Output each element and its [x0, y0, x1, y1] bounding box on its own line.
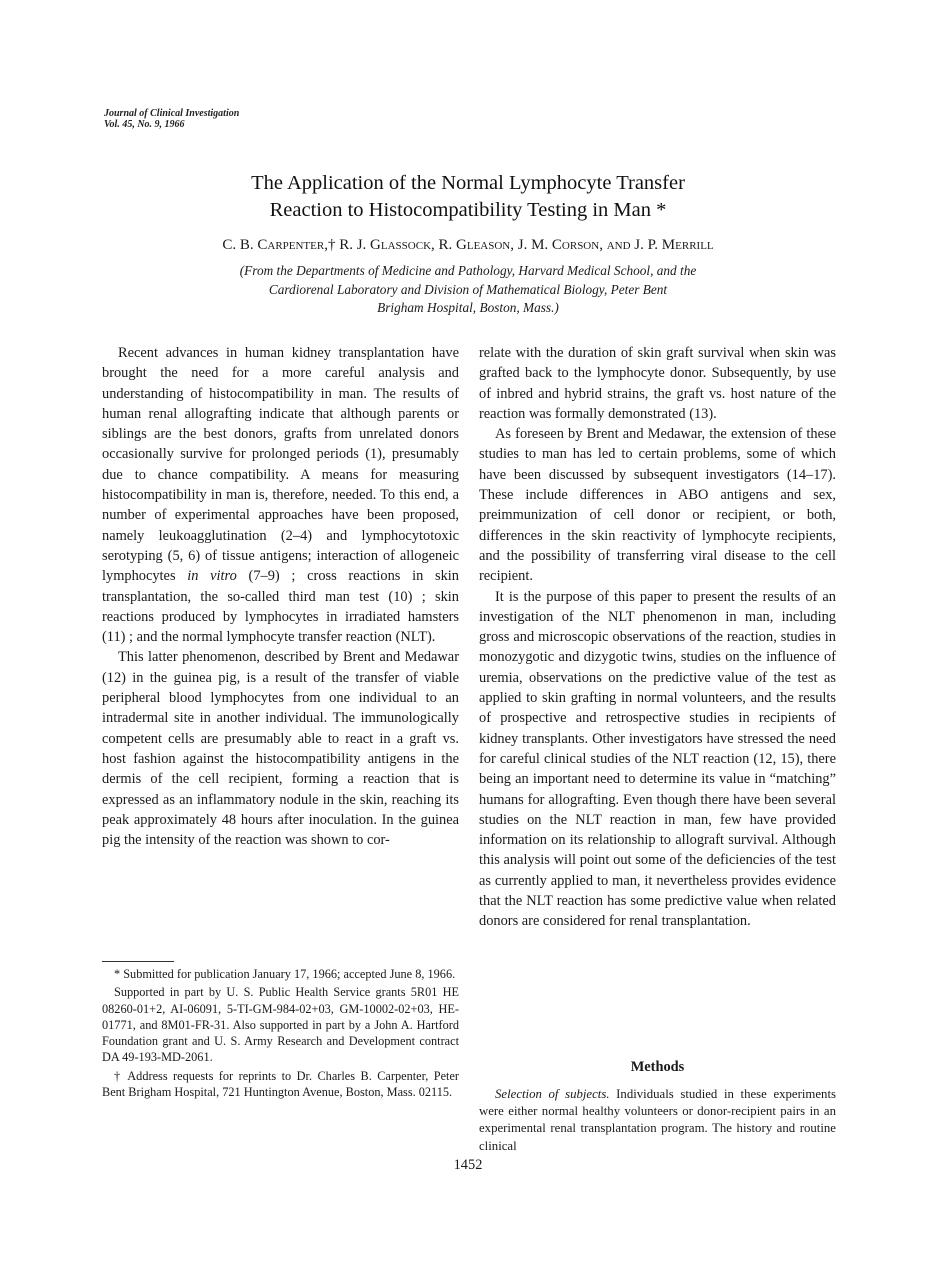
- affiliation: [180, 262, 756, 318]
- paragraph-text: Individuals studied in these experiments were either normal healthy volunteers or donor-recipient pairs in an experimental renal transplantation program. The history and routine clinical: [479, 1087, 836, 1153]
- left-column: [102, 343, 459, 850]
- page-number: 1452: [453, 1157, 483, 1173]
- affiliation-line-3: Brigham Hospital, Boston, Mass.): [377, 300, 559, 315]
- affiliation-line-1: (From the Departments of Medicine and Pathology, Harvard Medical School, and the: [239, 263, 697, 278]
- body-paragraph: As foreseen by Brent and Medawar, the extension of these studies to man has led to certain problems, some of which have been discussed by subsequent investigators (14–17). These include differences in ABO antigens and sex, preimmunization of cell donor or recipient, or both, differences in the skin reactivity of lymphocyte recipients, and the possibility of transferring viral disease to the cell recipient.: [479, 426, 836, 585]
- journal-citation: [104, 108, 239, 130]
- affiliation-line-2: Cardiorenal Laboratory and Division of Mathematical Biology, Peter Bent: [268, 281, 668, 297]
- right-column: [479, 343, 836, 932]
- journal-name: Journal of Clinical Investigation: [104, 108, 240, 119]
- body-paragraph: [479, 1086, 836, 1155]
- journal-volume: Vol. 45, No. 9, 1966: [104, 119, 185, 130]
- author-list: C. B. Carpenter,† R. J. Glassock, R. Gleason, J. M. Corson, and J. P. Merrill: [222, 237, 714, 253]
- body-paragraph: It is the purpose of this paper to present the results of an investigation of the NLT phenomenon in man, including gross and microscopic observations of the reaction, studies in monozygotic and dizygotic twins, studies on the influence of uremia, observations on the predictive value of the test as applied to skin grafting in normal volunteers, and the results of prospective and retrospective studies in recipients of kidney transplants. Other investigators have stressed the need for careful clinical studies of the NLT reaction (12, 15), there being an important need to determine its value in “matching” humans for allografting. Even though there have been several studies on the NLT reaction in man, few have provided information on its relationship to allograft survival. Although this analysis will point out some of the deficiencies of the test as currently applied to man, it nevertheless provides evidence that the NLT reaction has some predictive value when related donors are considered for renal transplantation.: [479, 588, 836, 930]
- footnote-reprints: † Address requests for reprints to Dr. Charles B. Carpenter, Peter Bent Brigham Hospital, 721 Huntington Avenue, Boston, Mass. 02115.: [102, 1068, 459, 1100]
- italic-term: in vitro: [187, 568, 237, 585]
- article-title: [100, 170, 836, 224]
- paragraph-text: (7–9) ; cross reactions in skin transplantation, the so-called third man test (10) ; skin reactions produced by lymphocytes in irradiated hamsters (11) ; and the normal lymphocyte transfer reaction (NLT).: [102, 568, 459, 646]
- subsection-lead: Selection of subjects.: [495, 1087, 610, 1101]
- body-paragraph: [102, 343, 459, 647]
- methods-section: [479, 1086, 836, 1155]
- footnote-divider: [102, 961, 174, 962]
- footnote-submission: * Submitted for publication January 17, 1966; accepted June 8, 1966.: [114, 967, 456, 981]
- footnote-funding: Supported in part by U. S. Public Health Service grants 5R01 HE 08260-01+2, AI-06091, 5-TI-GM-984-02+03, GM-10002-02+03, HE-01771, and 8M01-FR-31. Also supported in part by a John A. Hartford Foundation grant and U. S. Army Research and Development contract DA 49-193-MD-2061.: [102, 985, 459, 1065]
- body-paragraph: This latter phenomenon, described by Brent and Medawar (12) in the guinea pig, is a result of the transfer of viable peripheral blood lymphocytes from one individual to an intradermal site in another individual. The immunologically competent cells are presumably able to react in a graft vs. host fashion against the histocompatibility antigens in the dermis of the cell recipient, forming a reaction that is expressed as an inflammatory nodule in the skin, reaching its peak approximately 48 hours after inoculation. In the guinea pig the intensity of the reaction was shown to cor-: [102, 649, 459, 849]
- title-line-2: Reaction to Histocompatibility Testing in Man *: [269, 199, 667, 221]
- footnotes: [102, 966, 459, 1102]
- paragraph-text: Recent advances in human kidney transplantation have brought the need for a more careful analysis and understanding of histocompatibility in man. The results of human renal allografting indicate that although parents or siblings are the best donors, grafts from unrelated donors occasionally survive for prolonged periods (1), presumably due to chance compatibility. A means for measuring histocompatibility in man is, therefore, needed. To this end, a number of experimental approaches have been proposed, namely leukoagglutination (2–4) and lymphocytotoxic serotyping (5, 6) of tissue antigens; interaction of allogeneic lymphocytes: [102, 345, 459, 585]
- body-paragraph: relate with the duration of skin graft survival when skin was grafted back to the lymphocyte donor. Subsequently, by use of inbred and hybrid strains, the graft vs. host nature of the reaction was formally demonstrated (13).: [479, 345, 836, 422]
- title-line-1: The Application of the Normal Lymphocyte Transfer: [251, 172, 685, 194]
- section-heading-methods: Methods: [630, 1059, 685, 1075]
